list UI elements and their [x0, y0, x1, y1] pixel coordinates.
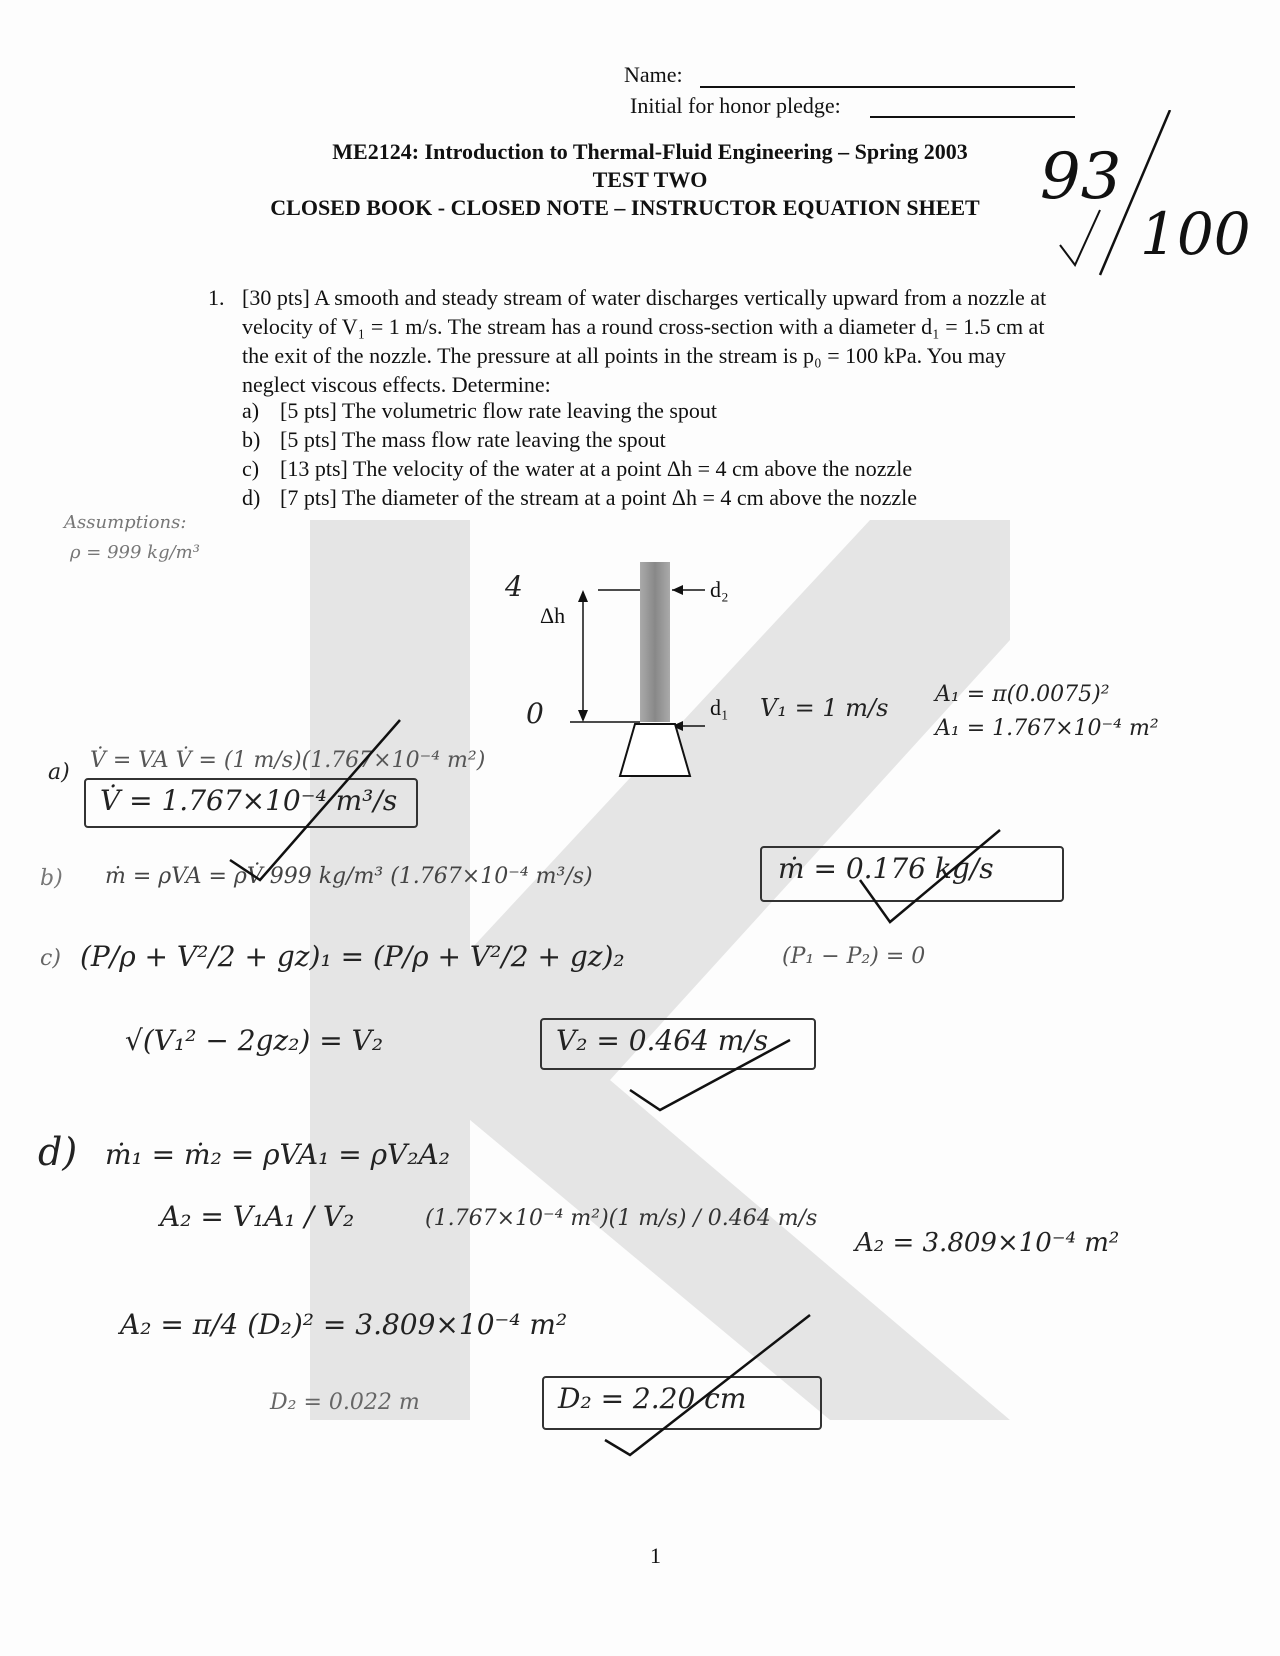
pledge-label: Initial for honor pledge: [630, 93, 841, 118]
hand-part-c-answer: V₂ = 0.464 m/s [556, 1024, 769, 1057]
hand-part-b-label: b) [40, 866, 63, 891]
d1-label: d₁ [710, 695, 729, 720]
part-text: [5 pts] The volumetric flow rate leaving the spout [280, 398, 718, 423]
hand-part-c-note: (P₁ − P₂) = 0 [782, 944, 926, 969]
part-text: [5 pts] The mass flow rate leaving the spout [280, 427, 666, 452]
test-title: TEST TWO [592, 167, 708, 192]
checkmark-score [1060, 210, 1100, 265]
hand-v1: V₁ = 1 m/s [760, 694, 889, 722]
hand-a1-value: A₁ = 1.767×10⁻⁴ m² [935, 716, 1159, 741]
part-label: a) [242, 398, 260, 423]
hand-part-d-work2: A₂ = V₁A₁ / V₂ [160, 1200, 355, 1233]
hand-bottom-mark: 0 [526, 697, 544, 730]
score-earned: 93 [1040, 140, 1122, 214]
delta-h-label: Δh [540, 603, 566, 628]
part-label: d) [242, 485, 261, 510]
d2-label: d₂ [710, 577, 729, 602]
checkmark-b [860, 830, 1000, 922]
part-text: [7 pts] The diameter of the stream at a point Δh = 4 cm above the nozzle [280, 485, 918, 510]
hand-part-d-work4: D₂ = 0.022 m [270, 1390, 420, 1415]
hand-part-a-answer: V̇ = 1.767×10⁻⁴ m³/s [100, 784, 398, 817]
hand-part-b-answer: ṁ = 0.176 kg/s [778, 852, 994, 885]
course-title: ME2124: Introduction to Thermal-Fluid Engineering – Spring 2003 [332, 139, 968, 164]
name-label: Name: [624, 62, 683, 87]
exam-rules: CLOSED BOOK - CLOSED NOTE – INSTRUCTOR EQUATION SHEET [270, 195, 980, 220]
hand-rho: ρ = 999 kg/m³ [70, 542, 200, 563]
hand-part-c-work2: √(V₁² − 2gz₂) = V₂ [125, 1024, 384, 1057]
checkmark-c [630, 1040, 790, 1110]
score-total: 100 [1140, 200, 1251, 268]
hand-part-d-work1: ṁ₁ = ṁ₂ = ρVA₁ = ρV₂A₂ [105, 1138, 450, 1171]
page-number: 1 [650, 1543, 661, 1568]
question-number: 1. [208, 285, 225, 310]
hand-assumptions: Assumptions: [64, 512, 187, 533]
hand-part-a-label: a) [48, 760, 70, 785]
part-label: b) [242, 427, 261, 452]
checkmark-a [230, 720, 400, 880]
checkmark-d [605, 1315, 810, 1455]
part-label: c) [242, 456, 260, 481]
hand-part-d-label: d) [38, 1130, 78, 1174]
hand-part-d-work3: A₂ = π/4 (D₂)² = 3.809×10⁻⁴ m² [120, 1308, 568, 1341]
hand-part-b-work: ṁ = ρVA = ρV̇ 999 kg/m³ (1.767×10⁻⁴ m³/s) [105, 864, 593, 889]
hand-top-mark: 4 [505, 570, 523, 603]
part-text: [13 pts] The velocity of the water at a point Δh = 4 cm above the nozzle [280, 456, 913, 481]
hand-part-c-work: (P/ρ + V²/2 + gz)₁ = (P/ρ + V²/2 + gz)₂ [80, 940, 625, 973]
hand-part-d-work2b: (1.767×10⁻⁴ m²)(1 m/s) / 0.464 m/s [425, 1206, 818, 1231]
hand-part-c-label: c) [40, 946, 61, 971]
question-text: [30 pts] A smooth and steady stream of water discharges vertically upward from a nozzle at velocity of V₁ = 1 m/s. The stream has a round cross-section with a diameter d₁ = 1.5 cm at the exit of the nozzle. The pressure at all points in the stream is p₀ = 100 kPa. You may neglect viscous effects. Determine: [242, 285, 1047, 397]
hand-part-a-work: V̇ = VA V̇ = (1 m/s)(1.767×10⁻⁴ m²) [90, 748, 486, 773]
hand-part-d-answer: D₂ = 2.20 cm [558, 1382, 747, 1415]
hand-part-d-a2: A₂ = 3.809×10⁻⁴ m² [855, 1228, 1120, 1258]
hand-a1-formula: A₁ = π(0.0075)² [935, 682, 1110, 707]
